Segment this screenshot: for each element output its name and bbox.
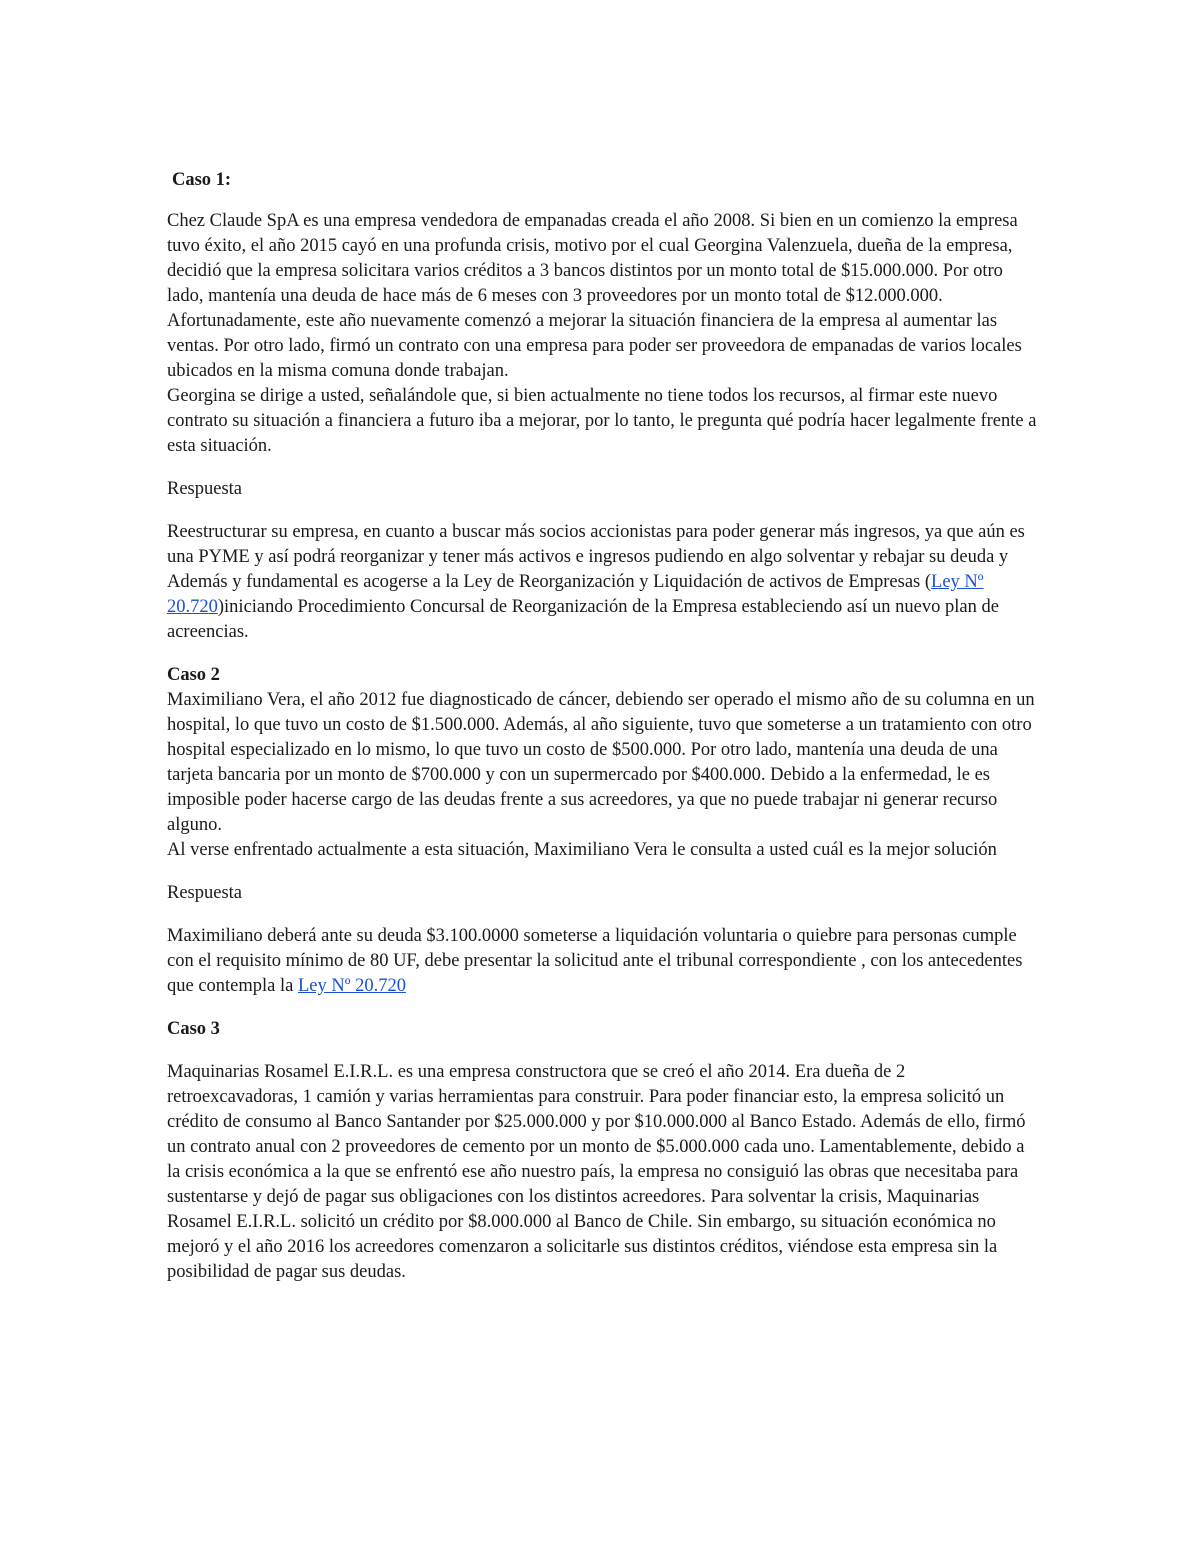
caso2-answer-label: Respuesta bbox=[167, 883, 243, 903]
caso2-law-link[interactable]: Ley Nº 20.720 bbox=[298, 976, 406, 996]
caso1-answer bbox=[167, 520, 1037, 645]
caso2-heading: Caso 2 bbox=[167, 665, 220, 685]
caso3-heading: Caso 3 bbox=[167, 1019, 220, 1039]
caso1-paragraph2: Georgina se dirige a usted, señalándole que, si bien actualmente no tiene todos los recursos, al firmar este nuevo contrato su situación a financiera a futuro iba a mejorar, por lo tanto, le pregunta qué podría hacer legalmente frente a esta situación. bbox=[167, 386, 1037, 456]
caso1-paragraph1: Chez Claude SpA es una empresa vendedora de empanadas creada el año 2008. Si bien en un comienzo la empresa tuvo éxito, el año 2015 cayó en una profunda crisis, motivo por el cual Georgina Valenzuela, dueña de la empresa, decidió que la empresa solicitara varios créditos a 3 bancos distintos por un monto total de $15.000.000. Por otro lado, mantenía una deuda de hace más de 6 meses con 3 proveedores por un monto total de $12.000.000. Afortunadamente, este año nuevamente comenzó a mejorar la situación financiera de la empresa al aumentar las ventas. Por otro lado, firmó un contrato con una empresa para poder ser proveedora de empanadas de varios locales ubicados en la misma comuna donde trabajan. bbox=[167, 211, 1022, 381]
caso2-paragraph2: Al verse enfrentado actualmente a esta situación, Maximiliano Vera le consulta a usted cuál es la mejor solución bbox=[167, 840, 997, 860]
caso1-heading: Caso 1: bbox=[172, 170, 232, 190]
caso1-answer-text-before: Reestructurar su empresa, en cuanto a buscar más socios accionistas para poder generar más ingresos, ya que aún es una PYME y así podrá reorganizar y tener más activos e ingresos pudiendo en algo solventar y rebajar su deuda y Además y fundamental es acogerse a la Ley de Reorganización y Liquidación de activos de Empresas ( bbox=[167, 522, 1025, 592]
caso2-answer bbox=[167, 924, 1037, 999]
caso1-answer-label: Respuesta bbox=[167, 479, 243, 499]
caso2-paragraph1: Maximiliano Vera, el año 2012 fue diagnosticado de cáncer, debiendo ser operado el mismo año de su columna en un hospital, lo que tuvo un costo de $1.500.000. Además, al año siguiente, tuvo que someterse a un tratamiento con otro hospital especializado en lo mismo, lo que tuvo un costo de $500.000. Por otro lado, mantenía una deuda de una tarjeta bancaria por un monto de $700.000 y con un supermercado por $400.000. Debido a la enfermedad, le es imposible poder hacerse cargo de las deudas frente a sus acreedores, ya que no puede trabajar ni generar recurso alguno. bbox=[167, 690, 1035, 835]
document-page bbox=[167, 168, 1037, 1285]
caso1-law-link[interactable]: Ley Nº 20.720 bbox=[167, 572, 984, 617]
caso1-answer-text-after: )iniciando Procedimiento Concursal de Reorganización de la Empresa estableciendo así un nuevo plan de acreencias. bbox=[167, 597, 999, 642]
caso3-paragraph1: Maquinarias Rosamel E.I.R.L. es una empresa constructora que se creó el año 2014. Era dueña de 2 retroexcavadoras, 1 camión y varias herramientas para construir. Para poder financiar esto, la empresa solicitó un crédito de consumo al Banco Santander por $25.000.000 y por $10.000.000 al Banco Estado. Además de ello, firmó un contrato anual con 2 proveedores de cemento por un monto de $5.000.000 cada uno. Lamentablemente, debido a la crisis económica a la que se enfrentó ese año nuestro país, la empresa no consiguió las obras que necesitaba para sustentarse y dejó de pagar sus obligaciones con los distintos acreedores. Para solventar la crisis, Maquinarias Rosamel E.I.R.L. solicitó un crédito por $8.000.000 al Banco de Chile. Sin embargo, su situación económica no mejoró y el año 2016 los acreedores comenzaron a solicitarle sus distintos créditos, viéndose esta empresa sin la posibilidad de pagar sus deudas. bbox=[167, 1062, 1026, 1282]
caso2-answer-text-before: Maximiliano deberá ante su deuda $3.100.0000 someterse a liquidación voluntaria o quiebre para personas cumple con el requisito mínimo de 80 UF, debe presentar la solicitud ante el tribunal correspondiente , con los antecedentes que contempla la bbox=[167, 926, 1023, 996]
